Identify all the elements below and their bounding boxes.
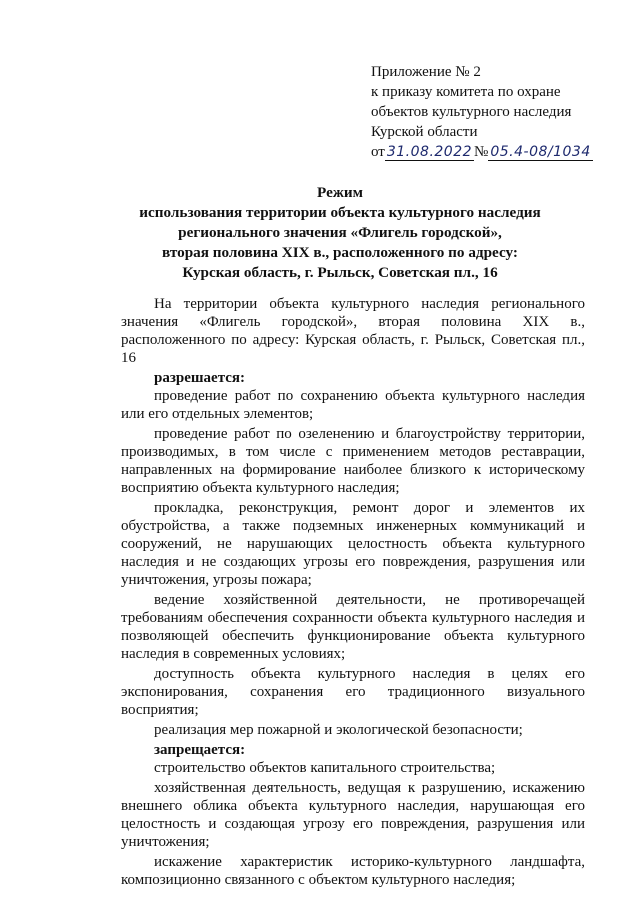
order-number-handwritten: 05.4-08/1034 bbox=[490, 144, 591, 160]
intro-paragraph: На территории объекта культурного наследия регионального значения «Флигель городской», вторая половина XIX в., расположенного по адресу: Курская область, г. Рыльск, Советская пл., 16 bbox=[121, 296, 585, 366]
appendix-header bbox=[371, 62, 631, 162]
title-line-3: регионального значения «Флигель городской», bbox=[178, 224, 502, 241]
appendix-number: Приложение № 2 bbox=[371, 64, 481, 80]
order-prefix: от bbox=[371, 144, 385, 160]
allowed-item: доступность объекта культурного наследия в целях его экспонирования, сохранения его традиционного визуального восприятия; bbox=[121, 666, 585, 718]
allowed-item: реализация мер пожарной и экологической безопасности; bbox=[154, 722, 523, 738]
document-title bbox=[80, 183, 600, 283]
allowed-heading: разрешается: bbox=[154, 370, 246, 386]
order-date-handwritten: 31.08.2022 bbox=[386, 144, 473, 160]
order-number-sign: № bbox=[474, 144, 489, 160]
forbidden-item: строительство объектов капитального строительства; bbox=[154, 760, 496, 776]
appendix-region: Курской области bbox=[371, 124, 478, 140]
order-date-number-line bbox=[371, 142, 631, 162]
title-line-5: Курская область, г. Рыльск, Советская пл., 16 bbox=[182, 264, 498, 281]
allowed-item: прокладка, реконструкция, ремонт дорог и элементов их обустройства, а также подземных инженерных коммуникаций и сооружений, не нарушающих целостность объекта культурного наследия и не создающих угрозы его повреждения, разрушения или уничтожения, угрозы пожара; bbox=[121, 500, 585, 588]
allowed-item: проведение работ по озеленению и благоустройству территории, производимых, в том числе с применением методов реставрации, направленных на формирование наиболее близкого к историческому восприятию объекта культурного наследия; bbox=[121, 426, 585, 496]
title-line-1: Режим bbox=[317, 184, 363, 201]
appendix-committee: объектов культурного наследия bbox=[371, 104, 572, 120]
title-line-4: вторая половина XIX в., расположенного по адресу: bbox=[162, 244, 518, 261]
document-body bbox=[121, 295, 585, 891]
appendix-order-ref: к приказу комитета по охране bbox=[371, 84, 561, 100]
forbidden-item: искажение характеристик историко-культурного ландшафта, композиционно связанного с объектом культурного наследия; bbox=[121, 854, 585, 888]
title-line-2: использования территории объекта культурного наследия bbox=[139, 204, 541, 221]
allowed-item: ведение хозяйственной деятельности, не противоречащей требованиям обеспечения сохранности объекта культурного наследия и позволяющей обеспечить функционирование объекта культурного наследия в современных условиях; bbox=[121, 592, 585, 662]
forbidden-item: хозяйственная деятельность, ведущая к разрушению, искажению внешнего облика объекта культурного наследия, нарушающая его целостность и создающая угрозу его повреждения, разрушения или уничтожения; bbox=[121, 780, 585, 850]
allowed-item: проведение работ по сохранению объекта культурного наследия или его отдельных элементов; bbox=[121, 388, 585, 422]
forbidden-heading: запрещается: bbox=[154, 742, 246, 758]
